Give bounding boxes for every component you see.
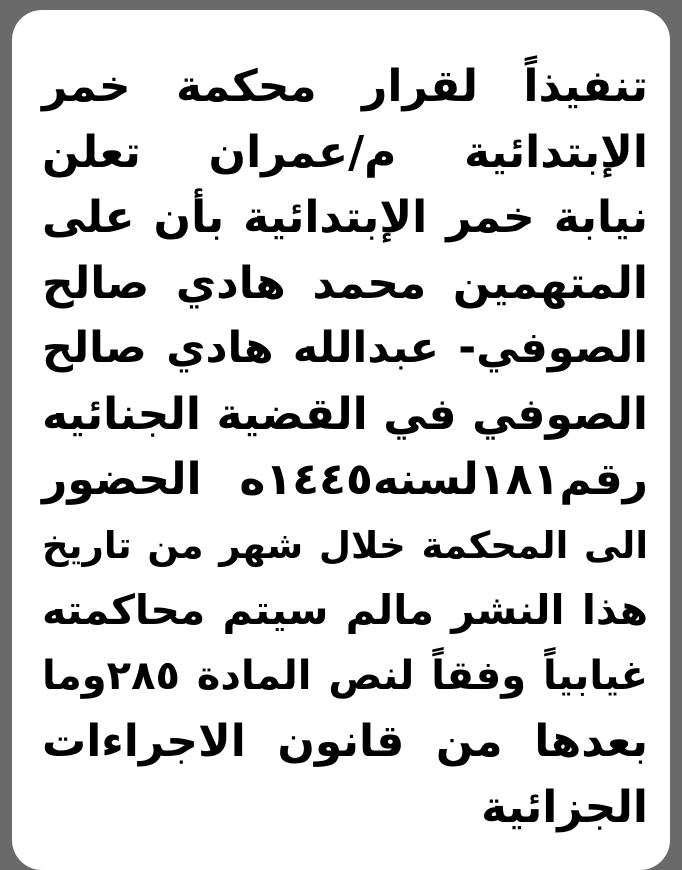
notice-line: تنفيذاً لقرار محكمة خمر xyxy=(42,61,648,112)
notice-card xyxy=(12,10,670,870)
notice-line: الإبتدائية م/عمران تعلن xyxy=(42,126,648,178)
notice-text xyxy=(42,54,648,840)
notice-line: هذا النشر مالم سيتم محاكمته xyxy=(42,586,648,634)
notice-line: الصوفي- عبدالله هادي صالح xyxy=(42,323,648,373)
notice-line: بعدها من قانون الاجراءات xyxy=(42,716,648,767)
notice-line: المتهمين محمد هادي صالح xyxy=(42,257,648,309)
notice-line: الى المحكمة خلال شهر من تاريخ xyxy=(42,523,648,567)
notice-line: الصوفي في القضية الجنائيه xyxy=(42,388,648,440)
notice-line: غيابياً وفقاً لنص المادة ٢٨٥وما xyxy=(42,652,648,699)
notice-line: نيابة خمر الإبتدائية بأن على xyxy=(42,192,648,243)
notice-line-last: الجزائية xyxy=(481,781,648,833)
notice-line: رقم١٨١لسنه١٤٤٥ه الحضور xyxy=(42,454,648,505)
